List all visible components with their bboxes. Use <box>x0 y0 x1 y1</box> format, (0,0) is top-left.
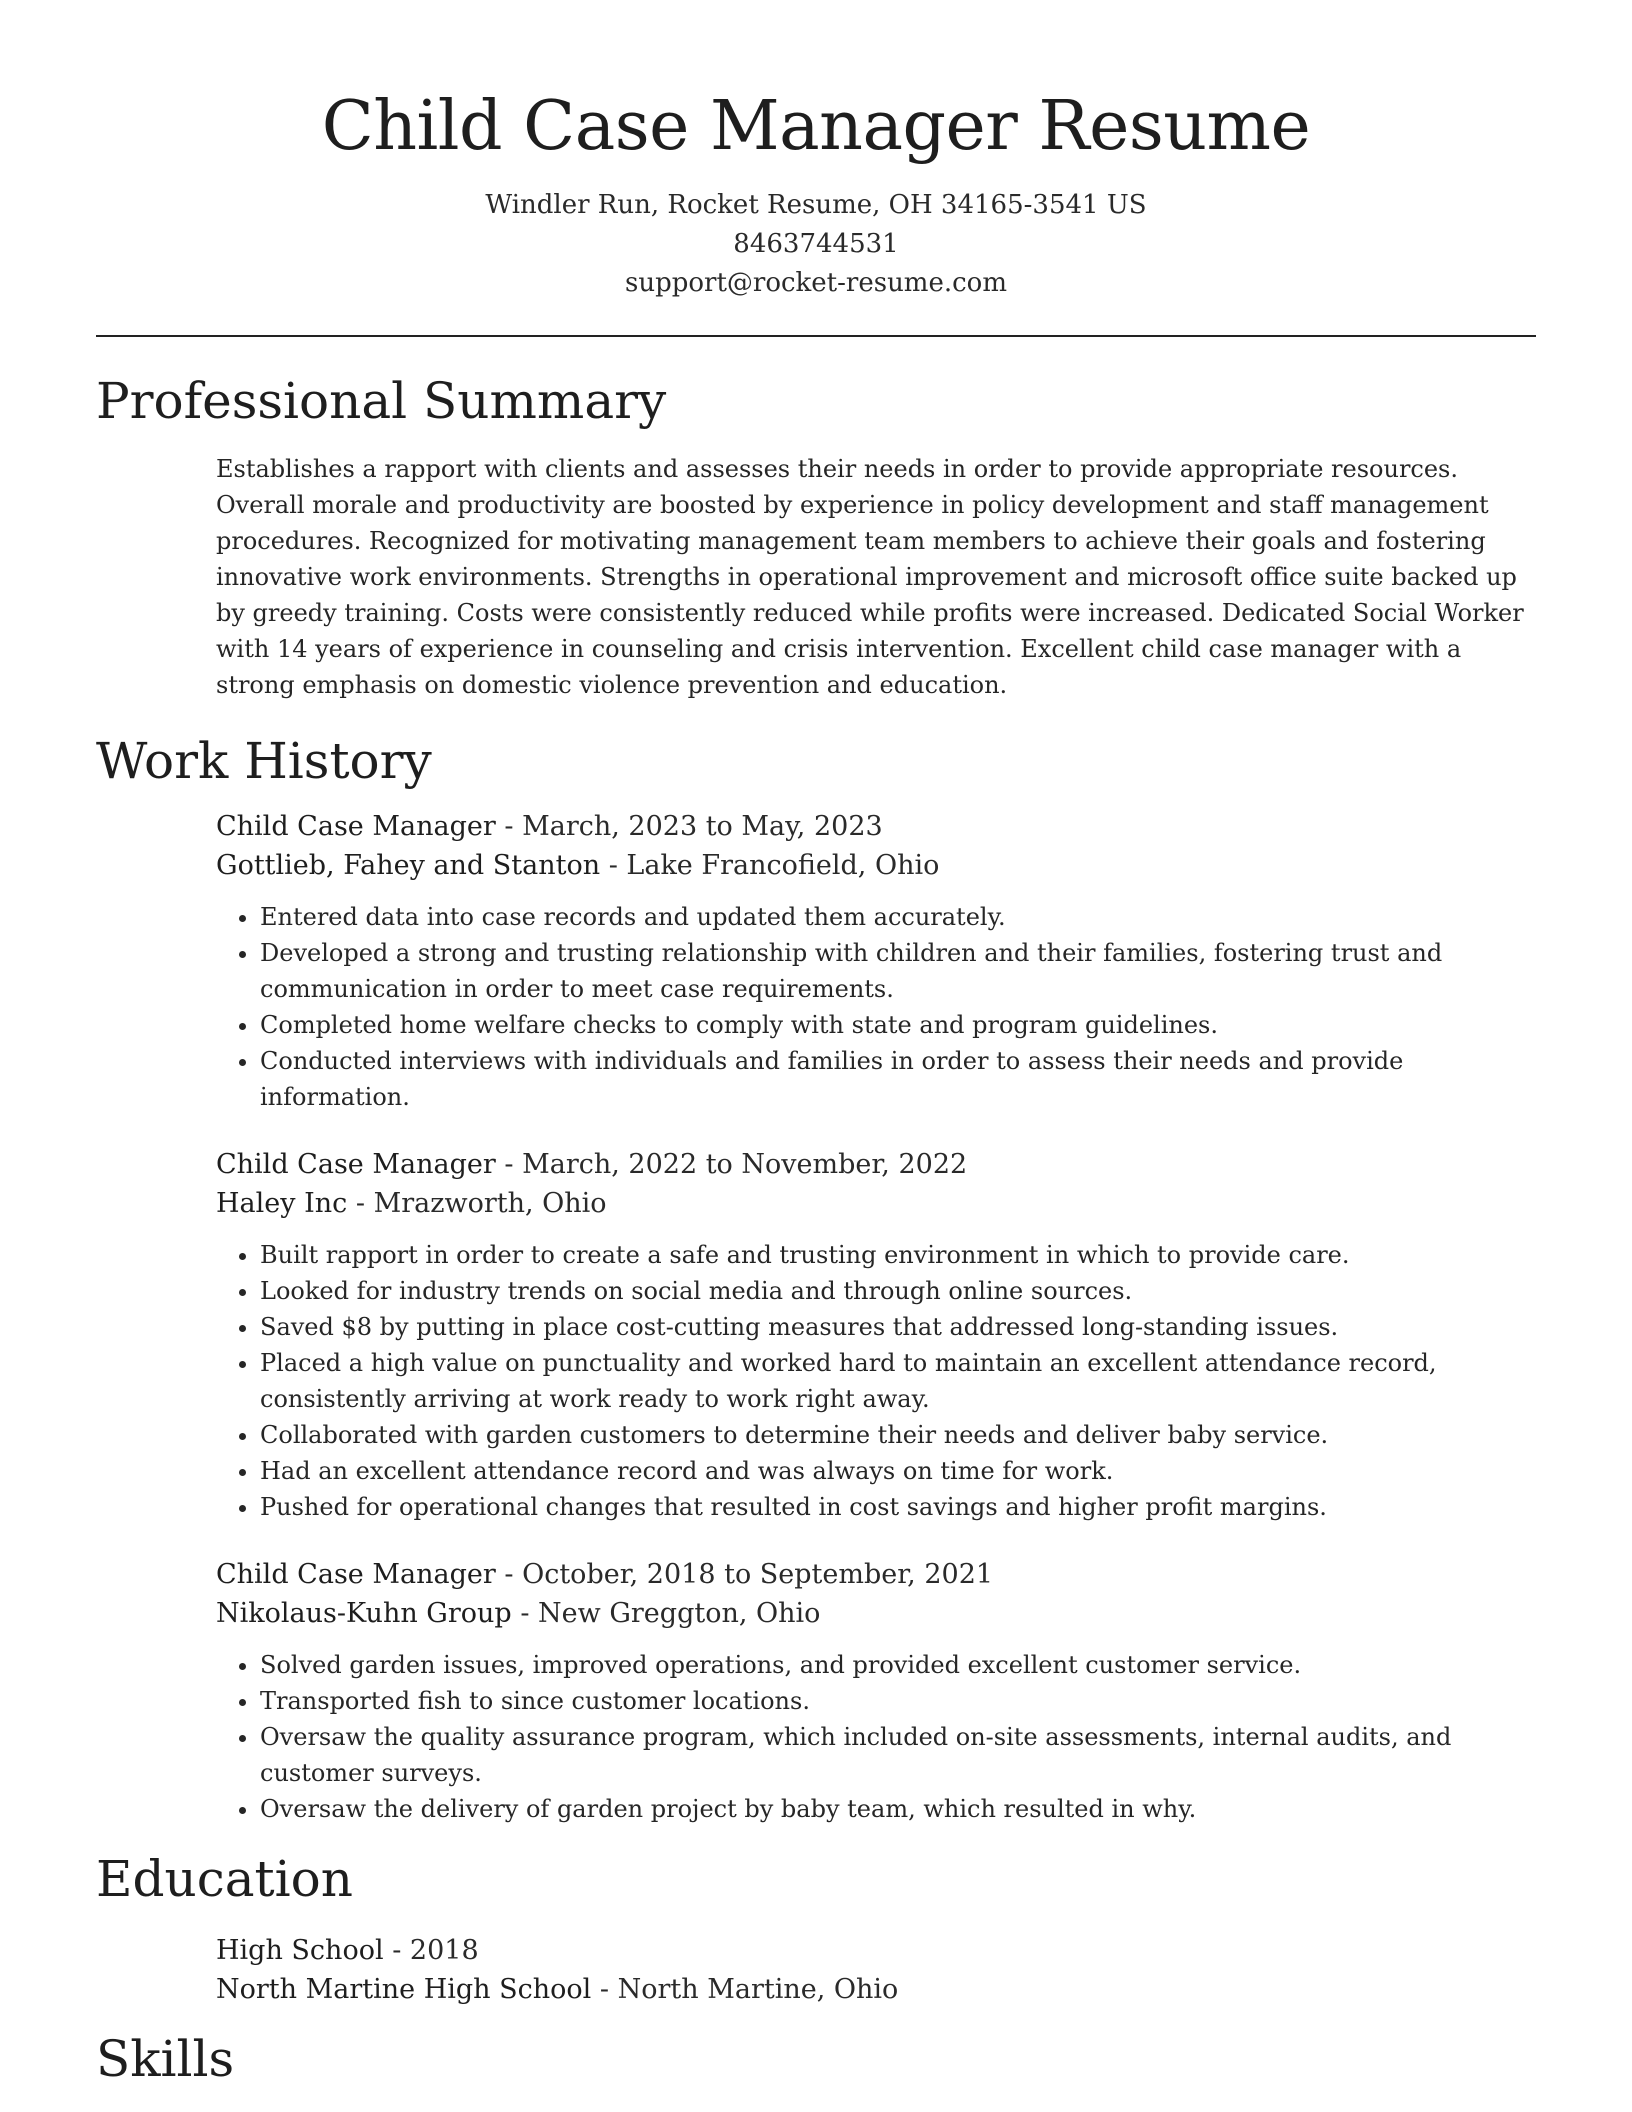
education-school: North Martine High School <box>216 1974 592 2005</box>
separator: - <box>520 1598 530 1629</box>
job-location: New Greggton, Ohio <box>538 1598 821 1629</box>
job-bullet: • Completed home welfare checks to comply with state and program guidelines. <box>260 1007 1536 1043</box>
job-bullets <box>216 899 1536 1115</box>
job-dates: March, 2022 to November, 2022 <box>522 1149 968 1180</box>
education-entry <box>216 1931 1536 2009</box>
job-company-line <box>216 846 1536 885</box>
contact-email: support@rocket-resume.com <box>624 268 1007 298</box>
work-history-section <box>96 729 1536 1827</box>
summary-heading: Professional Summary <box>96 372 667 430</box>
resume-header <box>96 0 1536 303</box>
header-divider <box>96 335 1536 337</box>
job-bullet: • Oversaw the quality assurance program, which included on-site assessments, internal audits, and customer surveys. <box>260 1719 1536 1791</box>
job-title-line <box>216 1145 1536 1184</box>
job-entry <box>216 1555 1536 1827</box>
job-company: Nikolaus-Kuhn Group <box>216 1598 512 1629</box>
job-dates: March, 2023 to May, 2023 <box>522 811 883 842</box>
job-company-line <box>216 1594 1536 1633</box>
education-year: 2018 <box>409 1935 479 1966</box>
job-title: Child Case Manager <box>216 1559 496 1590</box>
job-bullets <box>216 1237 1536 1525</box>
job-location: Mrazworth, Ohio <box>373 1188 607 1219</box>
summary-section <box>96 369 1536 703</box>
contact-block <box>96 186 1536 303</box>
job-bullet: • Entered data into case records and updated them accurately. <box>260 899 1536 935</box>
separator: - <box>392 1935 402 1966</box>
job-bullets <box>216 1647 1536 1827</box>
job-company: Gottlieb, Fahey and Stanton <box>216 850 601 881</box>
separator: - <box>504 811 514 842</box>
job-title: Child Case Manager <box>216 1149 496 1180</box>
job-bullet: • Developed a strong and trusting relationship with children and their families, fostering trust and communication in order to meet case requirements. <box>260 935 1536 1007</box>
separator: - <box>608 850 618 881</box>
job-bullet: • Pushed for operational changes that resulted in cost savings and higher profit margins. <box>260 1489 1536 1525</box>
job-bullet: • Looked for industry trends on social media and through online sources. <box>260 1273 1536 1309</box>
separator: - <box>504 1559 514 1590</box>
job-dates: October, 2018 to September, 2021 <box>522 1559 994 1590</box>
job-bullet: • Transported fish to since customer locations. <box>260 1683 1536 1719</box>
summary-text: Establishes a rapport with clients and assesses their needs in order to provide appropriate resources. Overall morale and productivity are boosted by experience in policy development and staff management procedures. Recognized for motivating management team members to achieve their goals and fostering innovative work environments. Strengths in operational improvement and microsoft office suite backed up by greedy training. Costs were consistently reduced while profits were increased. Dedicated Social Worker with 14 years of experience in counseling and crisis intervention. Excellent child case manager with a strong emphasis on domestic violence prevention and education. <box>216 455 1524 699</box>
separator: - <box>504 1149 514 1180</box>
education-location: North Martine, Ohio <box>617 1974 899 2005</box>
job-bullet: • Built rapport in order to create a safe and trusting environment in which to provide care. <box>260 1237 1536 1273</box>
education-degree: High School <box>216 1935 384 1966</box>
education-school-line <box>216 1970 1536 2009</box>
job-bullet: • Placed a high value on punctuality and worked hard to maintain an excellent attendance record, consistently arriving at work ready to work right away. <box>260 1345 1536 1417</box>
education-heading: Education <box>96 1850 353 1908</box>
job-location: Lake Francofield, Ohio <box>626 850 940 881</box>
education-degree-line <box>216 1931 1536 1970</box>
skills-heading: Skills <box>96 2030 235 2088</box>
separator: - <box>599 1974 610 2005</box>
job-company-line <box>216 1184 1536 1223</box>
contact-phone: 8463744531 <box>733 229 899 259</box>
contact-address: Windler Run, Rocket Resume, OH 34165-3541 US <box>485 190 1147 220</box>
work-history-heading: Work History <box>96 732 432 790</box>
job-bullet: • Solved garden issues, improved operations, and provided excellent customer service. <box>260 1647 1536 1683</box>
job-title-line <box>216 807 1536 846</box>
job-title: Child Case Manager <box>216 811 496 842</box>
job-bullet: • Conducted interviews with individuals and families in order to assess their needs and provide information. <box>260 1043 1536 1115</box>
education-section <box>96 1847 1536 2009</box>
job-bullet: • Oversaw the delivery of garden project by baby team, which resulted in why. <box>260 1791 1536 1827</box>
job-company: Haley Inc <box>216 1188 348 1219</box>
job-bullet: • Saved $8 by putting in place cost-cutting measures that addressed long-standing issues. <box>260 1309 1536 1345</box>
job-entry <box>216 1145 1536 1525</box>
job-title-line <box>216 1555 1536 1594</box>
resume-title: Child Case Manager Resume <box>321 87 1311 166</box>
skills-section <box>96 2027 1536 2091</box>
job-bullet: • Collaborated with garden customers to determine their needs and deliver baby service. <box>260 1417 1536 1453</box>
separator: - <box>355 1188 365 1219</box>
job-entry <box>216 807 1536 1115</box>
resume-page <box>96 0 1536 2091</box>
job-bullet: • Had an excellent attendance record and was always on time for work. <box>260 1453 1536 1489</box>
